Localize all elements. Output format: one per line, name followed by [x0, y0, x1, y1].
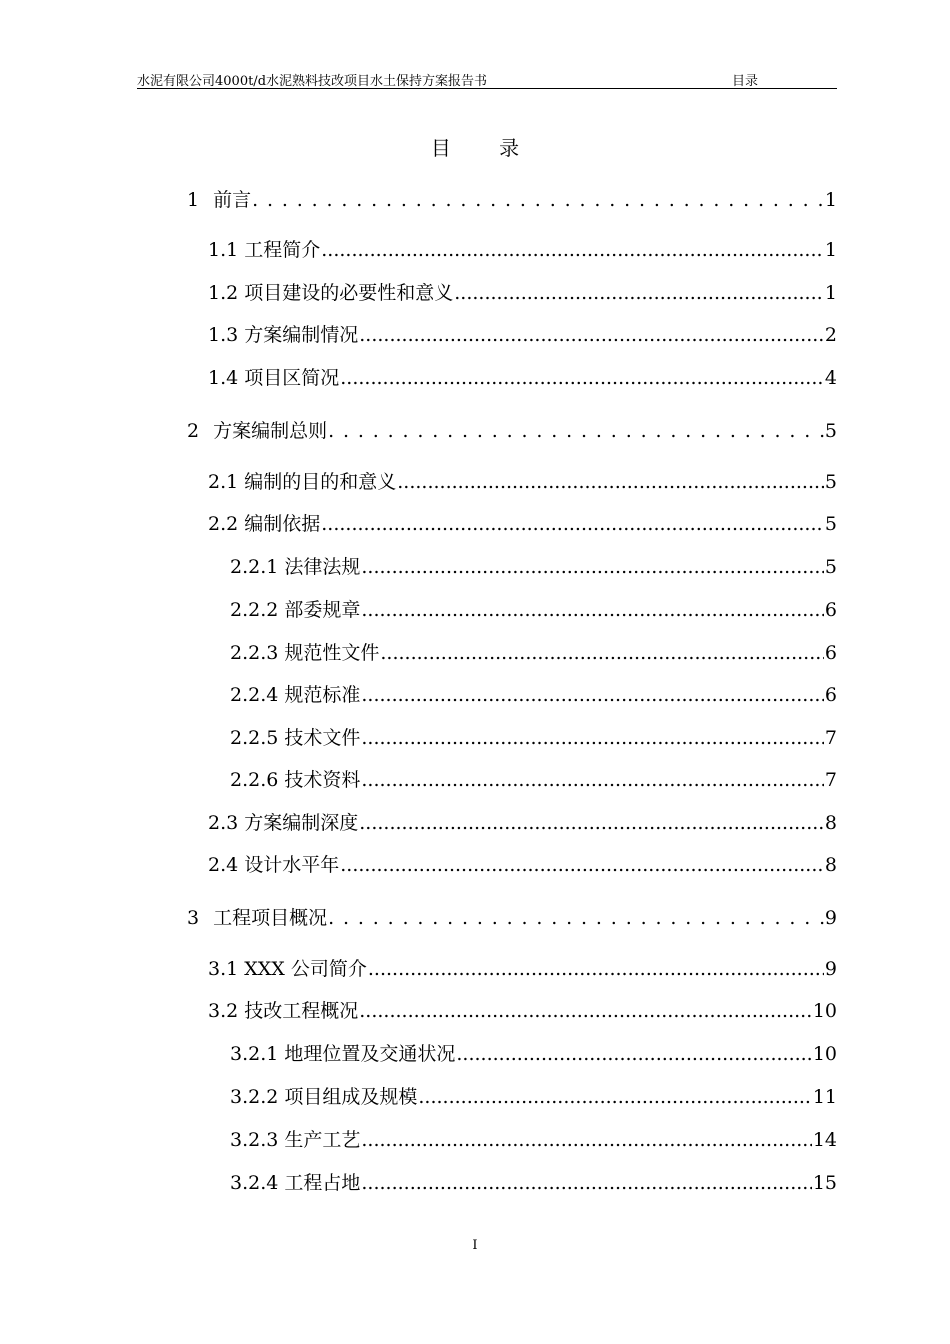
toc-dot-leader — [359, 812, 824, 834]
toc-entry[interactable] — [208, 363, 837, 390]
header-section-name: 目录 — [732, 74, 759, 89]
toc-entry[interactable] — [208, 235, 837, 262]
page-header — [137, 68, 837, 89]
toc-entry[interactable] — [230, 680, 837, 707]
toc-entry-page: 2 — [824, 324, 837, 346]
toc-dot-leader — [361, 1129, 811, 1151]
toc-entry-title: 3.1 XXX 公司简介 — [208, 958, 367, 980]
toc-entry-page: 6 — [824, 599, 837, 621]
toc-dot-leader — [397, 471, 824, 493]
toc-dot-leader — [361, 727, 824, 749]
toc-entry-title: 2.2.3 规范性文件 — [230, 642, 380, 664]
toc-entry-page: 1 — [824, 239, 837, 261]
toc-entry[interactable] — [230, 552, 837, 579]
toc-entry[interactable] — [230, 638, 837, 665]
toc-dot-leader — [361, 599, 824, 621]
toc-entry[interactable] — [230, 1168, 837, 1195]
toc-entry-title: 2.1 编制的目的和意义 — [208, 471, 397, 493]
toc-entry-title: 2.2.6 技术资料 — [230, 769, 361, 791]
toc-entry-page: 8 — [824, 854, 837, 876]
toc-dot-leader — [456, 1043, 811, 1065]
page-number: I — [472, 1238, 478, 1253]
page-title-char: 录 — [499, 136, 520, 160]
page-title-char: 目 — [430, 136, 451, 160]
toc-entry-title: 2.2.4 规范标准 — [230, 684, 361, 706]
toc-entry-page: 9 — [824, 958, 837, 980]
toc-dot-leader — [252, 189, 824, 211]
toc-dot-leader — [454, 282, 824, 304]
toc-dot-leader — [361, 769, 824, 791]
toc-entry-title: 2.2.1 法律法规 — [230, 556, 361, 578]
toc-entry-page: 5 — [824, 471, 837, 493]
toc-dot-leader — [328, 907, 824, 929]
toc-entry-page: 10 — [812, 1043, 837, 1065]
toc-entry-page: 1 — [824, 282, 837, 304]
toc-dot-leader — [361, 556, 824, 578]
toc-entry-title: 3.2 技改工程概况 — [208, 1000, 359, 1022]
toc-entry-title: 3.2.3 生产工艺 — [230, 1129, 361, 1151]
toc-entry-page: 14 — [812, 1129, 837, 1151]
toc-entry[interactable] — [208, 954, 837, 981]
toc-entry-title: 2.3 方案编制深度 — [208, 812, 359, 834]
toc-entry-title: 1.3 方案编制情况 — [208, 324, 359, 346]
toc-entry-title: 1.4 项目区简况 — [208, 367, 340, 389]
page-title — [0, 132, 950, 161]
toc-dot-leader — [418, 1086, 811, 1108]
toc-entry[interactable] — [230, 1039, 837, 1066]
toc-entry-page: 7 — [824, 727, 837, 749]
toc-entry[interactable] — [208, 467, 837, 494]
toc-entry-title: 1.1 工程简介 — [208, 239, 321, 261]
toc-entry[interactable] — [208, 278, 837, 305]
toc-dot-leader — [321, 239, 824, 261]
toc-entry-page: 5 — [824, 513, 837, 535]
toc-entry-page: 5 — [824, 420, 837, 442]
toc-entry[interactable] — [208, 808, 837, 835]
toc-entry-title: 3.2.2 项目组成及规模 — [230, 1086, 418, 1108]
toc-entry-page: 1 — [824, 189, 837, 211]
toc-entry-page: 9 — [824, 907, 837, 929]
toc-entry-title: 方案编制总则 — [213, 420, 328, 442]
toc-entry-title: 3.2.1 地理位置及交通状况 — [230, 1043, 456, 1065]
toc-entry[interactable] — [230, 595, 837, 622]
toc-entry-title: 3.2.4 工程占地 — [230, 1172, 361, 1194]
toc-entry-title: 2.2.2 部委规章 — [230, 599, 361, 621]
toc-entry-number: 2 — [187, 420, 200, 442]
toc-entry-page: 6 — [824, 684, 837, 706]
toc-entry-page: 4 — [824, 367, 837, 389]
toc-entry-page: 6 — [824, 642, 837, 664]
toc-entry[interactable] — [230, 723, 837, 750]
toc-dot-leader — [321, 513, 824, 535]
toc-entry[interactable] — [230, 1082, 837, 1109]
toc-entry-page: 11 — [812, 1086, 837, 1108]
toc-dot-leader — [361, 1172, 811, 1194]
toc-dot-leader — [380, 642, 824, 664]
toc-entry-number: 3 — [187, 907, 200, 929]
toc-entry-title: 工程项目概况 — [213, 907, 328, 929]
toc-entry-page: 10 — [812, 1000, 837, 1022]
toc-entry[interactable] — [230, 1125, 837, 1152]
toc-entry-page: 5 — [824, 556, 837, 578]
toc-entry-title: 1.2 项目建设的必要性和意义 — [208, 282, 454, 304]
toc-entry-number: 1 — [187, 189, 200, 211]
toc-entry[interactable] — [208, 850, 837, 877]
toc-entry[interactable] — [187, 416, 837, 443]
toc-entry-page: 15 — [812, 1172, 837, 1194]
toc-entry[interactable] — [187, 903, 837, 930]
toc-entry[interactable] — [208, 996, 837, 1023]
toc-entry-page: 7 — [824, 769, 837, 791]
toc-dot-leader — [359, 324, 824, 346]
toc-entry[interactable] — [230, 765, 837, 792]
toc-entry-title: 2.2.5 技术文件 — [230, 727, 361, 749]
header-document-title: 水泥有限公司4000t/d水泥熟料技改项目水土保持方案报告书 — [137, 74, 488, 89]
toc-entry-page: 8 — [824, 812, 837, 834]
toc-dot-leader — [328, 420, 824, 442]
toc-dot-leader — [359, 1000, 812, 1022]
toc-entry-title: 前言 — [213, 189, 252, 211]
toc-dot-leader — [361, 684, 824, 706]
toc-entry[interactable] — [208, 509, 837, 536]
toc-dot-leader — [340, 854, 824, 876]
toc-entry-title: 2.4 设计水平年 — [208, 854, 340, 876]
toc-entry[interactable] — [187, 185, 837, 212]
toc-dot-leader — [340, 367, 824, 389]
toc-dot-leader — [368, 958, 824, 980]
toc-entry-title: 2.2 编制依据 — [208, 513, 321, 535]
toc-entry[interactable] — [208, 320, 837, 347]
